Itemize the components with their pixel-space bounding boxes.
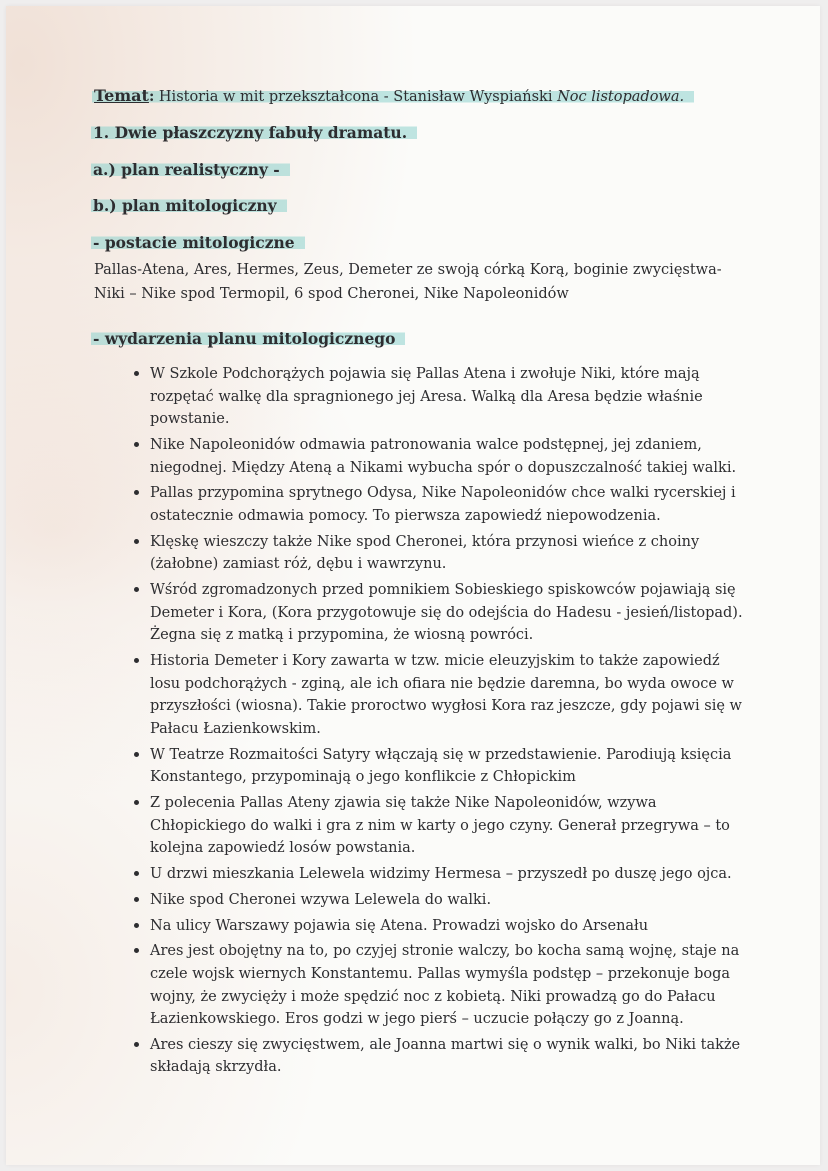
list-item: • Nike Napoleonidów odmawia patronowania walce podstępnej, jej zdaniem, niegodnej. Między Ateną a Nikami wybucha spór o dopuszczalność takiej walki. <box>150 433 750 479</box>
document-page <box>6 6 820 1165</box>
mythological-characters-text: Pallas-Atena, Ares, Hermes, Zeus, Demeter ze swoją córką Korą, boginie zwycięstwa-Niki – Nike spod Termopil, 6 spod Cheronei, Nike Napoleonidów <box>94 262 722 302</box>
list-item: • Klęskę wieszczy także Nike spod Cheronei, która przynosi wieńce z choiny (żałobne) zamiast róż, dębu i wawrzynu. <box>150 530 750 576</box>
list-item: • Ares jest obojętny na to, po czyjej stronie walczy, bo kocha samą wojnę, staje na czele wojsk wiernych Konstantemu. Pallas wymyśla podstęp – przekonuje boga wojny, że zwycięży i może spędzić noc z kobietą. Niki prowadzą go do Pałacu Łazienkowskiego. Eros godzi w jego pierś – uczucie połączy go z Joanną. <box>150 939 750 1030</box>
heading-mythological-events <box>93 329 405 348</box>
list-item: • Wśród zgromadzonych przed pomnikiem Sobieskiego spiskowców pojawiają się Demeter i Kora, (Kora przygotowuje się do odejścia do Hadesu - jesień/listopad). Żegna się z matką i przypomina, że wiosną powróci. <box>150 578 750 647</box>
list-item: • Z polecenia Pallas Ateny zjawia się także Nike Napoleonidów, wzywa Chłopickiego do walki i gra z nim w karty o jego czyny. Generał przegrywa – to kolejna zapowiedź losów powstania. <box>150 791 750 860</box>
topic-colon: : <box>148 88 155 105</box>
heading-mythological-characters-text: - postacie mitologiczne <box>91 233 305 252</box>
topic-highlight <box>92 88 694 105</box>
topic-text: Historia w mit przekształcona - Stanisław Wyspiański <box>154 89 558 105</box>
heading-realistic-plan <box>93 160 290 179</box>
heading-mythological-plan-text: b.) plan mitologiczny <box>91 196 287 215</box>
list-item: • W Szkole Podchorążych pojawia się Pallas Atena i zwołuje Niki, które mają rozpętać walkę dla spragnionego jej Aresa. Walką dla Aresa będzie właśnie powstanie. <box>150 362 750 431</box>
heading-mythological-events-text: - wydarzenia planu mitologicznego <box>91 329 405 348</box>
heading-mythological-characters <box>93 233 305 252</box>
events-list <box>124 362 750 1081</box>
heading-plot-planes-text: 1. Dwie płaszczyzny fabuły dramatu. <box>91 123 417 142</box>
list-item: • Pallas przypomina sprytnego Odysa, Nike Napoleonidów chce walki rycerskiej i ostatecznie odmawia pomocy. To pierwsza zapowiedź niepowodzenia. <box>150 481 750 527</box>
lesson-topic <box>94 86 694 105</box>
list-item: • Ares cieszy się zwycięstwem, ale Joanna martwi się o wynik walki, bo Niki także składają skrzydła. <box>150 1033 750 1079</box>
list-item: • Historia Demeter i Kory zawarta w tzw. micie eleuzyjskim to także zapowiedź losu podchorążych - zginą, ale ich ofiara nie będzie daremna, bo wyda owoce w przyszłości (wiosna). Takie proroctwo wygłosi Kora raz jeszcze, gdy pojawi się w Pałacu Łazienkowskim. <box>150 649 750 740</box>
heading-mythological-plan <box>93 196 287 215</box>
list-item: • U drzwi mieszkania Lelewela widzimy Hermesa – przyszedł po duszę jego ojca. <box>150 862 750 886</box>
heading-plot-planes <box>93 123 417 142</box>
list-item: • Na ulicy Warszawy pojawia się Atena. Prowadzi wojsko do Arsenału <box>150 914 750 938</box>
heading-realistic-plan-text: a.) plan realistyczny - <box>91 160 290 179</box>
topic-label: Temat <box>94 86 149 105</box>
list-item: • Nike spod Cheronei wzywa Lelewela do walki. <box>150 888 750 912</box>
list-item: • W Teatrze Rozmaitości Satyry włączają się w przedstawienie. Parodiują księcia Konstantego, przypominają o jego konflikcie z Chłopickim <box>150 743 750 789</box>
topic-work-title: Noc listopadowa. <box>557 89 685 105</box>
